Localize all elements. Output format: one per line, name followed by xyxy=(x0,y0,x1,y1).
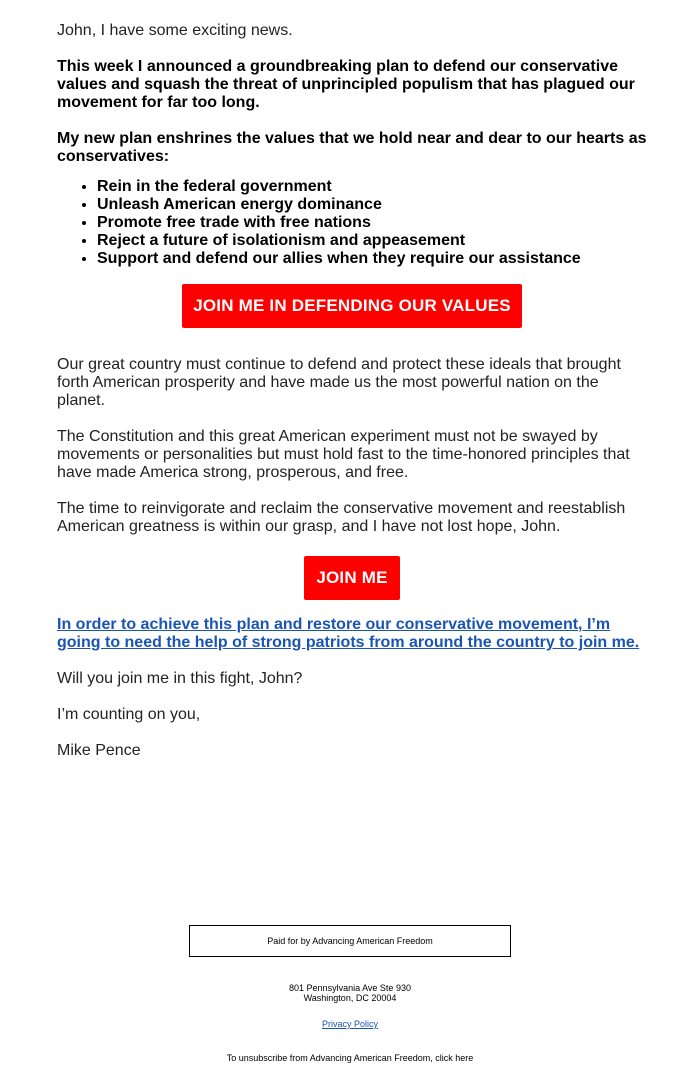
list-item: • Reject a future of isolationism and appeasement xyxy=(97,232,647,250)
body-paragraph-2: The Constitution and this great American experiment must not be swayed by movements or personalities but must hold fast to the time-honored principles that have made America strong, prosperous, and free. xyxy=(57,428,630,481)
address-line-1: 801 Pennsylvania Ave Ste 930 xyxy=(289,983,411,993)
intro-paragraph: This week I announced a groundbreaking plan to defend our conservative values and squash the threat of unprincipled populism that has plagued our movement for far too long. xyxy=(57,58,635,111)
values-list xyxy=(57,178,647,268)
address xyxy=(0,983,700,1003)
join-link[interactable]: In order to achieve this plan and restore our conservative movement, I’m going to need the help of strong patriots from around the country to join me. xyxy=(57,616,640,651)
body-paragraph-3: The time to reinvigorate and reclaim the conservative movement and reestablish American greatness is within our grasp, and I have not lost hope, John. xyxy=(57,500,626,535)
plan-lead: My new plan enshrines the values that we hold near and dear to our hearts as conservatives: xyxy=(57,130,647,165)
list-item: • Support and defend our allies when they require our assistance xyxy=(97,250,647,268)
greeting: John, I have some exciting news. xyxy=(57,22,293,39)
signature: Mike Pence xyxy=(57,742,141,759)
address-line-2: Washington, DC 20004 xyxy=(303,993,397,1003)
list-item: • Promote free trade with free nations xyxy=(97,214,647,232)
list-item: • Rein in the federal government xyxy=(97,178,647,196)
list-item: • Unleash American energy dominance xyxy=(97,196,647,214)
join-me-button[interactable]: JOIN ME xyxy=(304,556,399,600)
question: Will you join me in this fight, John? xyxy=(57,670,303,687)
body-paragraph-1: Our great country must continue to defend and protect these ideals that brought forth American prosperity and have made us the most powerful nation on the planet. xyxy=(57,356,621,409)
email-body xyxy=(57,22,647,760)
paid-for-disclaimer: Paid for by Advancing American Freedom xyxy=(189,925,511,957)
email-footer xyxy=(0,925,700,1063)
closing: I’m counting on you, xyxy=(57,706,201,723)
privacy-policy-link[interactable]: Privacy Policy xyxy=(321,1019,378,1029)
join-defending-values-button[interactable]: JOIN ME IN DEFENDING OUR VALUES xyxy=(182,284,522,328)
unsubscribe-link[interactable]: To unsubscribe from Advancing American Freedom, click here xyxy=(226,1053,474,1063)
